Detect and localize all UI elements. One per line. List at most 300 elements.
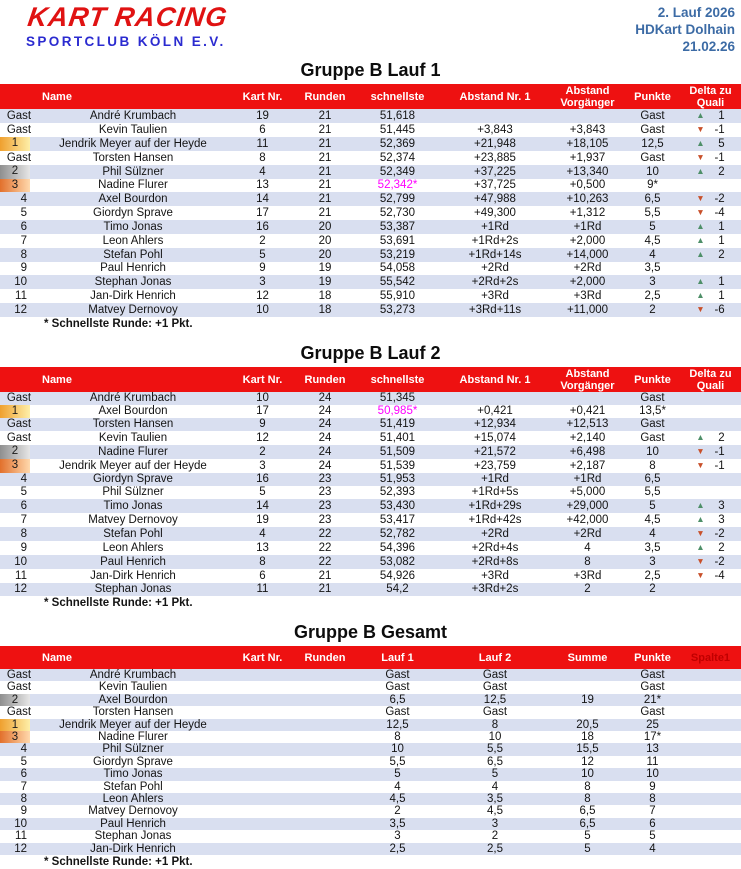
points: 10 (646, 165, 659, 178)
delta-to-quali-cell (680, 392, 741, 405)
lauf1-points: 12,5 (386, 718, 409, 731)
driver-name: Leon Ahlers (102, 234, 164, 247)
points: 3,5 (644, 541, 661, 554)
points: Gast (640, 681, 665, 694)
rank-cell: 7 (20, 234, 27, 247)
kart-number: 6 (259, 569, 266, 582)
gap-to-previous: +3Rd (573, 569, 602, 582)
driver-name: Matvey Dernovoy (88, 805, 178, 818)
rank-cell: 9 (20, 541, 27, 554)
gap-to-leader: +37,225 (474, 165, 516, 178)
points: Gast (640, 151, 665, 164)
arrow-down-icon: ▼ (696, 152, 705, 162)
points: 5 (649, 220, 656, 233)
kart-number: 11 (256, 583, 269, 595)
delta-to-quali-cell (680, 137, 741, 151)
column-header: Abstand Vorgänger (550, 367, 625, 392)
fastest-lap-footnote: * Schnellste Runde: +1 Pkt. (44, 318, 193, 330)
laps-count (295, 694, 355, 706)
arrow-up-icon: ▲ (696, 249, 705, 259)
laps-count (295, 743, 355, 755)
lauf1-points: 4,5 (389, 793, 406, 806)
points-sum: 5 (584, 830, 591, 843)
arrow-down-icon: ▼ (696, 207, 705, 217)
spalte1-cell (680, 830, 741, 842)
column-header: Punkte (625, 84, 680, 109)
laps-count: 21 (318, 192, 332, 205)
kart-number: 10 (256, 303, 269, 316)
points-sum: 6,5 (579, 805, 596, 818)
table-row (0, 743, 741, 755)
spalte1-cell (680, 818, 741, 830)
rank-cell: 9 (20, 805, 27, 818)
laps-count (295, 706, 355, 718)
gap-to-previous: +11,000 (566, 303, 609, 316)
rank-cell: 10 (14, 817, 27, 830)
points: 5 (649, 499, 656, 512)
kart-number: 19 (256, 513, 269, 526)
points: 6,5 (644, 192, 661, 205)
delta-value: 1 (718, 235, 725, 247)
driver-name: André Krumbach (89, 109, 177, 122)
column-header: Name (0, 646, 230, 669)
rank-cell: 9 (20, 262, 27, 274)
gap-to-leader: +1Rd (481, 473, 509, 485)
best-lap-time: 55,910 (379, 289, 416, 302)
laps-count: 20 (318, 220, 332, 233)
driver-name: Stephan Jonas (94, 583, 172, 595)
rank-cell (0, 459, 36, 473)
lauf2-points: 5,5 (487, 743, 503, 756)
gap-to-leader: +47,988 (474, 192, 516, 205)
gap-to-previous: 2 (584, 583, 591, 595)
driver-name: Kevin Taulien (98, 431, 168, 444)
gap-to-previous: +2Rd (573, 527, 602, 540)
laps-count: 21 (318, 569, 332, 582)
gap-to-previous: +2,000 (569, 275, 606, 288)
gap-to-previous: +0,421 (569, 405, 606, 417)
table-row (0, 719, 741, 731)
delta-value: 1 (718, 221, 725, 233)
driver-name: Phil Sülzner (102, 165, 164, 178)
gap-to-leader: +21,948 (474, 137, 516, 150)
rank-cell: 6 (20, 768, 27, 781)
table-row (0, 459, 741, 473)
arrow-up-icon: ▲ (696, 166, 705, 176)
kart-number: 8 (259, 555, 266, 568)
gap-to-leader: +37,725 (474, 179, 516, 191)
gap-to-previous: +1Rd (573, 473, 602, 485)
column-header: Delta zu Quali (680, 84, 741, 109)
table-row (0, 768, 741, 780)
lauf1-points: Gast (385, 681, 410, 694)
delta-value: -4 (714, 207, 725, 219)
best-lap-time: 53,417 (379, 513, 416, 526)
gap-to-previous: +0,500 (569, 179, 606, 191)
table-row (0, 206, 741, 220)
laps-count: 24 (318, 445, 332, 458)
delta-value: -4 (714, 570, 725, 582)
laps-count (295, 793, 355, 805)
driver-name: Timo Jonas (103, 499, 163, 512)
rank-cell: 4 (20, 192, 27, 205)
kart-number: 3 (259, 275, 266, 288)
points: 4,5 (644, 234, 661, 247)
gap-to-leader: +15,074 (474, 431, 516, 444)
lauf1-points: Gast (385, 706, 410, 719)
delta-value: -2 (714, 193, 725, 205)
table-row (0, 781, 741, 793)
delta-to-quali-cell (680, 486, 741, 499)
spalte1-cell (680, 768, 741, 780)
table-row (0, 756, 741, 768)
rank-cell (0, 445, 36, 459)
best-lap-time: 54,058 (379, 262, 416, 274)
gap-to-previous: +2,140 (569, 431, 606, 444)
section-gesamt (0, 620, 741, 869)
points-sum (550, 706, 625, 718)
section-title-lauf2: Gruppe B Lauf 2 (300, 343, 441, 363)
kart-number: 17 (256, 206, 269, 219)
kart-number (230, 669, 295, 681)
laps-count (295, 681, 355, 693)
rank-cell: 8 (20, 527, 27, 540)
delta-to-quali-cell (680, 569, 741, 583)
rank-badge: 2 (0, 165, 30, 179)
rank-cell (0, 137, 36, 151)
lauf2-points: 10 (488, 731, 502, 744)
kart-number: 9 (259, 418, 266, 430)
gap-to-leader: +2Rd (481, 262, 509, 274)
spalte1-cell (680, 706, 741, 718)
delta-to-quali-cell (680, 555, 741, 569)
section-title-gesamt: Gruppe B Gesamt (293, 622, 448, 642)
laps-count: 20 (318, 234, 332, 247)
lauf2-points: 8 (491, 718, 499, 731)
driver-name: Matvey Dernovoy (88, 513, 178, 526)
driver-name: Torsten Hansen (92, 151, 174, 164)
points: 2 (649, 303, 656, 316)
table-row (0, 137, 741, 151)
kart-number: 16 (256, 220, 269, 233)
driver-name: Paul Henrich (100, 817, 166, 830)
laps-count: 18 (318, 303, 332, 316)
best-lap-time: 54,2 (386, 583, 409, 595)
rank-badge: 1 (0, 719, 30, 731)
points-sum: 20,5 (576, 718, 599, 731)
laps-count (295, 756, 355, 768)
delta-value: -1 (714, 460, 725, 472)
driver-name: Stephan Jonas (94, 275, 172, 288)
points: Gast (640, 706, 665, 719)
rank-badge: 2 (0, 694, 30, 706)
delta-value: -1 (714, 152, 725, 164)
laps-count: 24 (318, 431, 332, 444)
gap-to-previous: +6,498 (569, 445, 606, 458)
rank-cell: 10 (14, 275, 27, 288)
gap-to-previous: 4 (584, 541, 591, 554)
gap-to-leader: +23,885 (474, 151, 516, 164)
rank-cell: 4 (20, 473, 27, 485)
delta-to-quali-cell (680, 109, 741, 123)
driver-name: Kevin Taulien (98, 123, 168, 136)
lauf2-points: 6,5 (487, 755, 503, 768)
laps-count (295, 818, 355, 830)
best-lap-time: 53,691 (379, 234, 416, 247)
delta-to-quali-cell (680, 262, 741, 275)
laps-count: 23 (318, 473, 332, 485)
rank-badge: 1 (0, 405, 30, 418)
lauf1-points: 3 (394, 830, 401, 843)
points: 3 (649, 555, 656, 568)
rank-cell: Gast (6, 109, 32, 122)
gap-to-previous: +2,000 (569, 234, 606, 247)
results-table-gesamt (0, 646, 741, 855)
points-sum (550, 681, 625, 693)
gap-to-previous: +1,937 (569, 151, 606, 164)
arrow-up-icon: ▲ (696, 542, 705, 552)
driver-name: André Krumbach (89, 669, 177, 681)
driver-name: Jan-Dirk Henrich (90, 569, 176, 582)
rank-badge: 3 (0, 459, 30, 473)
club-logo (25, 2, 230, 49)
points: 6,5 (644, 473, 661, 485)
gap-to-previous: +18,105 (566, 137, 609, 150)
points: 10 (646, 445, 659, 458)
delta-to-quali-cell (680, 165, 741, 179)
driver-name: Kevin Taulien (98, 681, 168, 694)
best-lap-time: 54,396 (379, 541, 416, 554)
best-lap-time: 51,953 (379, 473, 416, 485)
best-lap-time: 52,799 (379, 192, 416, 205)
gap-to-leader: +1Rd (481, 220, 509, 233)
points: 13 (646, 743, 659, 756)
gap-to-leader: +1Rd+42s (468, 513, 522, 526)
spalte1-cell (680, 669, 741, 681)
arrow-down-icon: ▼ (696, 193, 705, 203)
spalte1-cell (680, 756, 741, 768)
event-info (635, 4, 737, 55)
column-header: Summe (550, 646, 625, 669)
lauf1-points: 10 (391, 743, 404, 756)
points: 5 (649, 830, 656, 843)
gap-to-previous: +2,187 (569, 459, 606, 472)
delta-to-quali-cell (680, 541, 741, 555)
delta-to-quali-cell (680, 445, 741, 459)
results-table-lauf1 (0, 84, 741, 317)
event-round: 2. Lauf 2026 (657, 5, 735, 20)
points-sum: 18 (581, 731, 594, 744)
section-lauf1 (0, 58, 741, 331)
gap-to-leader: +1Rd+5s (471, 486, 519, 498)
laps-count: 21 (318, 109, 332, 122)
delta-value: 3 (718, 514, 725, 526)
lauf1-points: Gast (385, 669, 410, 681)
rank-cell: Gast (6, 681, 32, 694)
column-header: Abstand Vorgänger (550, 84, 625, 109)
table-row (0, 405, 741, 418)
laps-count: 21 (318, 151, 332, 164)
logo-sportclub-text: SPORTCLUB KÖLN E.V. (26, 34, 226, 49)
column-header: Runden (295, 84, 355, 109)
laps-count (295, 843, 355, 855)
best-lap-time: 50,985* (377, 405, 418, 417)
points: Gast (640, 418, 665, 430)
driver-name: Paul Henrich (100, 555, 166, 568)
laps-count: 23 (318, 513, 332, 526)
points: 12,5 (641, 137, 664, 150)
rank-cell: 8 (20, 248, 27, 261)
points: Gast (640, 431, 665, 444)
gap-to-leader: +2Rd+8s (471, 555, 519, 568)
points: 4 (649, 248, 656, 261)
delta-to-quali-cell (680, 206, 741, 220)
driver-name: Leon Ahlers (102, 793, 164, 806)
driver-name: Axel Bourdon (98, 405, 168, 417)
laps-count: 22 (318, 527, 332, 540)
rank-cell: 5 (20, 755, 27, 768)
spalte1-cell (680, 843, 741, 855)
laps-count (295, 830, 355, 842)
laps-count: 21 (318, 165, 332, 178)
kart-number: 14 (256, 499, 269, 512)
points: 11 (646, 755, 659, 768)
column-header: Punkte (625, 646, 680, 669)
laps-count: 24 (318, 405, 332, 417)
laps-count: 21 (318, 583, 332, 595)
rank-cell: Gast (6, 151, 32, 164)
points: 2,5 (644, 569, 661, 582)
rank-cell (0, 405, 36, 418)
points: 10 (646, 768, 659, 781)
delta-value: -2 (714, 556, 725, 568)
gap-to-previous: +5,000 (569, 486, 606, 498)
laps-count (295, 781, 355, 793)
rank-cell: 12 (14, 303, 27, 316)
gap-to-previous: +29,000 (566, 499, 609, 512)
laps-count: 21 (318, 179, 332, 191)
table-row (0, 843, 741, 855)
best-lap-time: 51,419 (379, 418, 416, 430)
kart-number: 4 (259, 165, 266, 178)
gap-to-previous (550, 109, 625, 123)
delta-to-quali-cell (680, 499, 741, 513)
best-lap-time: 51,509 (379, 445, 416, 458)
arrow-up-icon: ▲ (696, 110, 705, 120)
kart-number (230, 694, 295, 706)
driver-name: Stefan Pohl (103, 248, 163, 261)
best-lap-time: 52,782 (379, 527, 416, 540)
laps-count (295, 731, 355, 743)
column-header: Name (0, 367, 230, 392)
points-sum: 5 (584, 842, 591, 855)
laps-count: 19 (318, 275, 332, 288)
driver-name: Stefan Pohl (103, 780, 163, 793)
points-sum: 15,5 (576, 743, 599, 756)
driver-name: Phil Sülzner (102, 486, 164, 498)
rank-cell: 6 (20, 499, 27, 512)
kart-number (230, 805, 295, 817)
points: 9* (647, 179, 658, 191)
lauf1-points: 5 (394, 768, 401, 781)
driver-name: Nadine Flurer (98, 445, 168, 458)
delta-to-quali-cell (680, 473, 741, 486)
laps-count: 18 (318, 289, 332, 302)
column-header: Kart Nr. (230, 646, 295, 669)
arrow-down-icon: ▼ (696, 124, 705, 134)
rank-cell: 11 (15, 569, 27, 582)
arrow-up-icon: ▲ (696, 432, 705, 442)
kart-number: 14 (256, 192, 269, 205)
delta-to-quali-cell (680, 220, 741, 234)
best-lap-time: 51,345 (379, 392, 416, 404)
lauf2-points: 4,5 (487, 805, 503, 818)
laps-count (295, 719, 355, 731)
points: 4,5 (644, 513, 661, 526)
delta-to-quali-cell (680, 418, 741, 431)
table-row (0, 109, 741, 123)
best-lap-time: 52,374 (379, 151, 416, 164)
gap-to-leader (440, 109, 550, 123)
delta-value: 1 (718, 290, 725, 302)
points: 21* (643, 693, 662, 706)
best-lap-time: 52,393 (379, 486, 416, 498)
gap-to-leader: +1Rd+29s (468, 499, 522, 512)
table-row (0, 805, 741, 817)
rank-cell: Gast (6, 431, 32, 444)
delta-value: 2 (718, 166, 725, 178)
gap-to-previous: +10,263 (566, 192, 609, 205)
gap-to-previous: +1Rd (573, 220, 602, 233)
laps-count: 21 (318, 206, 332, 219)
points-sum (550, 669, 625, 681)
arrow-down-icon: ▼ (696, 556, 705, 566)
column-header: Kart Nr. (230, 84, 295, 109)
table-row (0, 418, 741, 431)
kart-number: 17 (256, 405, 269, 417)
laps-count: 24 (318, 459, 332, 472)
delta-to-quali-cell (680, 123, 741, 137)
delta-value: 1 (718, 276, 725, 288)
points-sum: 8 (584, 780, 591, 793)
points: 9 (649, 780, 656, 793)
lauf1-points: 4 (394, 780, 401, 793)
kart-number (230, 768, 295, 780)
delta-value: 2 (718, 249, 725, 261)
driver-name: Jendrik Meyer auf der Heyde (59, 137, 207, 150)
rank-cell: 12 (14, 842, 27, 855)
points: Gast (640, 392, 665, 404)
laps-count: 19 (318, 262, 332, 274)
kart-number: 13 (256, 179, 269, 191)
delta-value: -1 (714, 124, 725, 136)
gap-to-leader: +2Rd+4s (471, 541, 519, 554)
event-track: HDKart Dolhain (635, 22, 735, 37)
driver-name: Jendrik Meyer auf der Heyde (59, 718, 207, 731)
delta-value: -2 (714, 528, 725, 540)
kart-number: 4 (259, 527, 266, 540)
rank-cell: 7 (20, 780, 27, 793)
driver-name: Nadine Flurer (98, 731, 168, 744)
page-header (0, 0, 741, 58)
kart-number: 6 (259, 123, 266, 136)
table-row (0, 499, 741, 513)
arrow-up-icon: ▲ (696, 221, 705, 231)
event-date: 21.02.26 (682, 39, 735, 54)
column-header: Delta zu Quali (680, 367, 741, 392)
driver-name: Giordyn Sprave (93, 473, 173, 485)
kart-number (230, 818, 295, 830)
